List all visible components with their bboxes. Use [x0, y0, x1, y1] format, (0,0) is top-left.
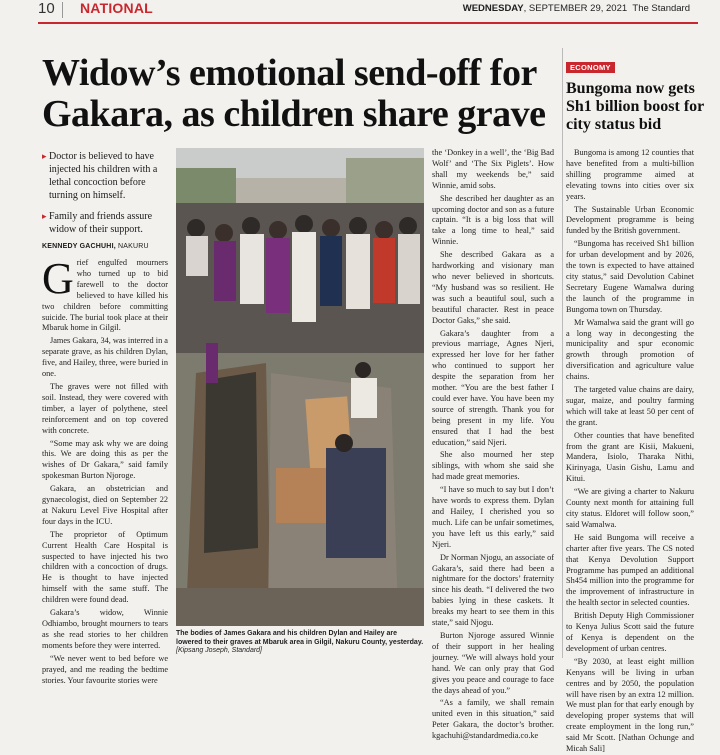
page-number: 10 [38, 0, 55, 17]
sidebar-paragraph: “Bungoma has received Sh1 billion for urban development and by 2026, the town is expected to have attained city status,” said Devolution Cabinet Secretary Eugene Wamalwa during the launch of the programme in Bungoma town on Thursday. [566, 239, 694, 314]
body-paragraph: Gakara’s daughter from a previous marriage, Agnes Njeri, expressed her love for her father who continued to support her despite the separation from her mother. “You are the best father I could ever have. You have been my source of strength. Thank you for being present in my life. You ensured that I had the best education,” said Njeri. [432, 328, 554, 447]
page-header [38, 0, 720, 20]
article-headline: Widow’s emotional send-off for Gakara, as children share grave [42, 52, 546, 135]
section-label: NATIONAL [80, 0, 153, 16]
byline-name: KENNEDY GACHUHI [42, 243, 114, 250]
lead-paragraph [42, 254, 168, 334]
dateline-weekday: WEDNESDAY [462, 3, 524, 14]
article-summary [42, 150, 167, 244]
body-paragraph: Gakara, an obstetrician and gynaecologist, died on September 22 at Nakuru Level Five Hospital after four days in the ICU. [42, 484, 168, 526]
article-column-2 [432, 148, 554, 741]
sidebar-paragraph: Other counties that have benefited from the grant are Kisii, Makueni, Mandera, Isiolo, Tharaka Nithi, Kirinyaga, Uasin Gishu, Lamu and Kitui. [566, 430, 694, 484]
sidebar-paragraph: British Deputy High Commissioner to Kenya Julius Scott said the future of Kenya is dependent on the development of urban centres. [566, 611, 694, 653]
drop-cap: G [42, 254, 74, 303]
body-paragraph: the ‘Donkey in a well’, the ‘Big Bad Wolf’ and ‘The Six Piglets’. How shall my weekends be,” said Winnie, amid sobs. [432, 148, 554, 190]
column-divider [562, 48, 563, 658]
sidebar-paragraph: The Sustainable Urban Economic Development programme is being funded by the British government. [566, 204, 694, 236]
burial-photo [176, 148, 424, 626]
dateline-paper: The Standard [632, 3, 690, 14]
byline-place: NAKURU [118, 243, 149, 250]
body-paragraph: She described her daughter as an upcoming doctor and son as a future captain. “It is a big loss that will take a long time to heal,” said Winnie. [432, 193, 554, 247]
article-column-1 [42, 254, 168, 685]
economy-tag: ECONOMY [566, 62, 615, 73]
body-paragraph: Gakara’s widow, Winnie Odhiambo, brought mourners to tears as she read stories to her children moments before they were interred. [42, 608, 168, 650]
sidebar-story [566, 55, 716, 134]
body-paragraph: Dr Norman Njogu, an associate of Gakara’s, said there had been a nightmare for the doctors’ fraternity since his death. “I delivered the two babies lying in these caskets. It breaks my heart to see them in this state,” said Njogu. [432, 552, 554, 628]
dateline-date: SEPTEMBER 29, 2021 [528, 3, 628, 14]
sidebar-paragraph: “We are giving a charter to Nakuru County next month for attaining full city status. Eldoret will follow soon,” said Wamalwa. [566, 487, 694, 529]
photo-caption [176, 630, 424, 656]
byline: KENNEDY GACHUHI, NAKURU [42, 243, 149, 250]
header-divider [62, 2, 63, 18]
sidebar-paragraph: The targeted value chains are dairy, sugar, maize, and poultry farming which will take at least 50 per cent of the grant. [566, 385, 694, 427]
body-paragraph: “We never went to bed before we prayed, and me reading the bedtime stories. Your favourite stories were [42, 653, 168, 685]
body-paragraph: The graves were not filled with soil. Instead, they were covered with timber, a layer of polythene, steel reinforcement and on top covered with concrete. [42, 381, 168, 435]
sidebar-body [566, 148, 694, 754]
body-paragraph: She described Gakara as a hardworking and visionary man who never believed in shortcuts. “My husband was so resilient. He was such a beautiful soul, such a beautiful character. Rest in peace Doctor Gaks,” she said. [432, 250, 554, 325]
summary-bullet: ▸ Family and friends assure widow of their support. [42, 210, 167, 236]
body-paragraph: The proprietor of Optimum Current Health Care Hospital is suspected to have injected his two children with a concoction of drugs. He is thought to have injected himself with the same stuff. The children were found dead. [42, 529, 168, 605]
dateline: WEDNESDAY, SEPTEMBER 29, 2021 The Standard [462, 3, 690, 14]
sidebar-headline: Bungoma now gets Sh1 billion boost for city status bid [566, 80, 704, 133]
sidebar-paragraph: Bungoma is among 12 counties that have benefited from a multi-billion shilling programme aimed at elevating towns into cities over six years. [566, 148, 694, 201]
body-paragraph: “I have so much to say but I don’t have words to express them. Dylan and Hailey, I cherished you so much. Life can be unfair sometimes, you have left us this early,” said Njeri. [432, 485, 554, 549]
body-paragraph: She also mourned her step siblings, with whom she said she had made great memories. [432, 450, 554, 482]
body-paragraph: Burton Njoroge assured Winnie of their support in her healing journey. “We will always hold your hand. We can only pray that God gives you peace and courage to face the days ahead of you.” [432, 630, 554, 695]
sidebar-paragraph: Mr Wamalwa said the grant will go a long way in decongesting the municipality and spur economic growth through promotion of diversification and agriculture value chains. [566, 317, 694, 382]
sidebar-paragraph: He said Bungoma will receive a charter after five years. The CS noted that Kenya Devolution Support Programme has pumped an additional Sh454 million into the programme for the improvement of infrastructure in the health sector in selected counties. [566, 532, 694, 608]
lead-text: rief engulfed mourners who turned up to bid farewell to the doctor believed to have killed his two children before committing suicide. The burial took place at their Mbaruk home in Gilgil. [42, 258, 168, 333]
body-paragraph: “As a family, we shall remain united even in this situation,” said Peter Gakara, the doctor’s brother. kgachuhi@standardmedia.co.ke [432, 698, 554, 741]
caption-text: The bodies of James Gakara and his children Dylan and Hailey are lowered to their graves at Mbaruk area in Gilgil, Nakuru County, yesterday. [176, 630, 424, 646]
body-paragraph: James Gakara, 34, was interred in a separate grave, as his children Dylan, five, and Hailey, three, were buried in one. [42, 336, 168, 379]
body-paragraph: “Some may ask why we are doing this. We are doing this as per the wishes of Dr Gakara,” said family spokesman Burton Njoroge. [42, 438, 168, 481]
header-rule [38, 22, 698, 24]
photo-credit: [Kipsang Joseph, Standard] [176, 647, 263, 655]
sidebar-paragraph: “By 2030, at least eight million Kenyans will be living in urban centres and by 2050, the population will have risen by an extra 12 million. We must plan for that early enough by developing proper systems that will create employment in the long run,” said Mr Scott. [Nathan Ochunge and Micah Sali] [566, 656, 694, 754]
summary-bullet: ▸ Doctor is believed to have injected his children with a lethal concoction before turning on himself. [42, 150, 167, 202]
